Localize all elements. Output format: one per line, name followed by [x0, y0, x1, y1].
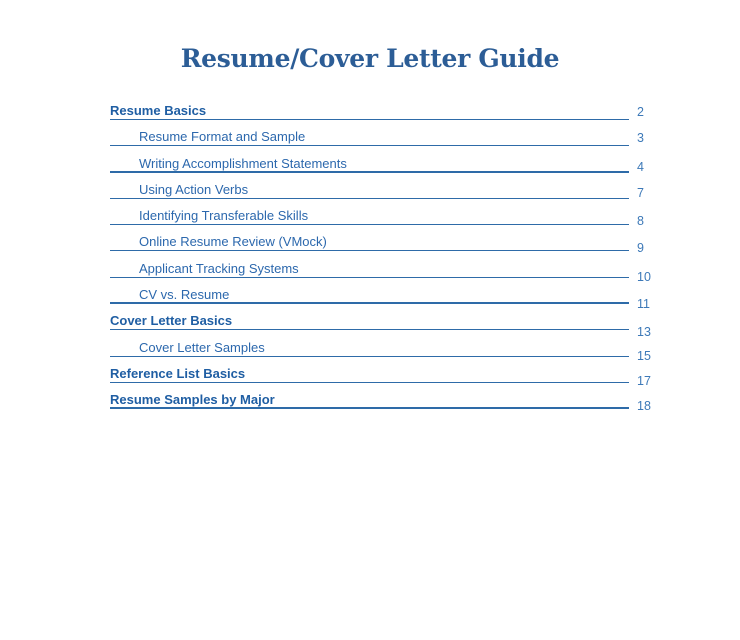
toc-page-number[interactable]: 18	[637, 399, 651, 414]
toc-entry-label[interactable]: Resume Basics	[110, 102, 629, 120]
toc-page-number[interactable]: 17	[637, 373, 651, 388]
toc-entry-label[interactable]: Resume Samples by Major	[110, 391, 629, 409]
toc-page-number[interactable]: 2	[637, 105, 644, 119]
toc-entry-label[interactable]: Resume Format and Sample	[110, 128, 629, 146]
toc-entry-label[interactable]: Cover Letter Basics	[110, 312, 629, 330]
toc-row-accomplishment-statements	[110, 155, 658, 181]
toc-row-cover-letter-samples	[110, 339, 658, 365]
toc-page-number[interactable]: 8	[637, 214, 644, 229]
toc-row-online-resume-review	[110, 233, 658, 259]
toc-page-number[interactable]: 13	[637, 325, 651, 340]
table-of-contents	[110, 102, 658, 418]
toc-entry-label[interactable]: Identifying Transferable Skills	[110, 207, 629, 225]
toc-entry-label[interactable]: CV vs. Resume	[110, 286, 629, 304]
toc-row-transferable-skills	[110, 207, 658, 233]
page-title: Resume/Cover Letter Guide	[180, 44, 560, 73]
toc-entry-label[interactable]: Reference List Basics	[110, 365, 629, 383]
toc-row-applicant-tracking	[110, 260, 658, 286]
toc-entry-label[interactable]: Writing Accomplishment Statements	[110, 155, 629, 173]
toc-page-number[interactable]: 3	[637, 131, 644, 146]
toc-entry-label[interactable]: Applicant Tracking Systems	[110, 260, 629, 278]
toc-page-number[interactable]: 4	[637, 159, 644, 174]
toc-row-cv-vs-resume	[110, 286, 658, 312]
toc-entry-label[interactable]: Cover Letter Samples	[110, 339, 629, 357]
toc-page-number[interactable]: 10	[637, 269, 651, 284]
toc-page-number[interactable]: 7	[637, 185, 644, 200]
toc-row-resume-basics	[110, 102, 658, 128]
toc-page-number[interactable]: 11	[637, 297, 650, 312]
toc-row-resume-samples	[110, 391, 658, 417]
toc-page-number[interactable]: 15	[637, 348, 651, 363]
toc-entry-label[interactable]: Online Resume Review (VMock)	[110, 233, 629, 251]
toc-row-action-verbs	[110, 181, 658, 207]
toc-row-reference-list	[110, 365, 658, 391]
toc-page-number[interactable]: 9	[637, 241, 644, 256]
toc-entry-label[interactable]: Using Action Verbs	[110, 181, 629, 199]
toc-row-cover-letter-basics	[110, 312, 658, 338]
toc-row-resume-format	[110, 128, 658, 154]
